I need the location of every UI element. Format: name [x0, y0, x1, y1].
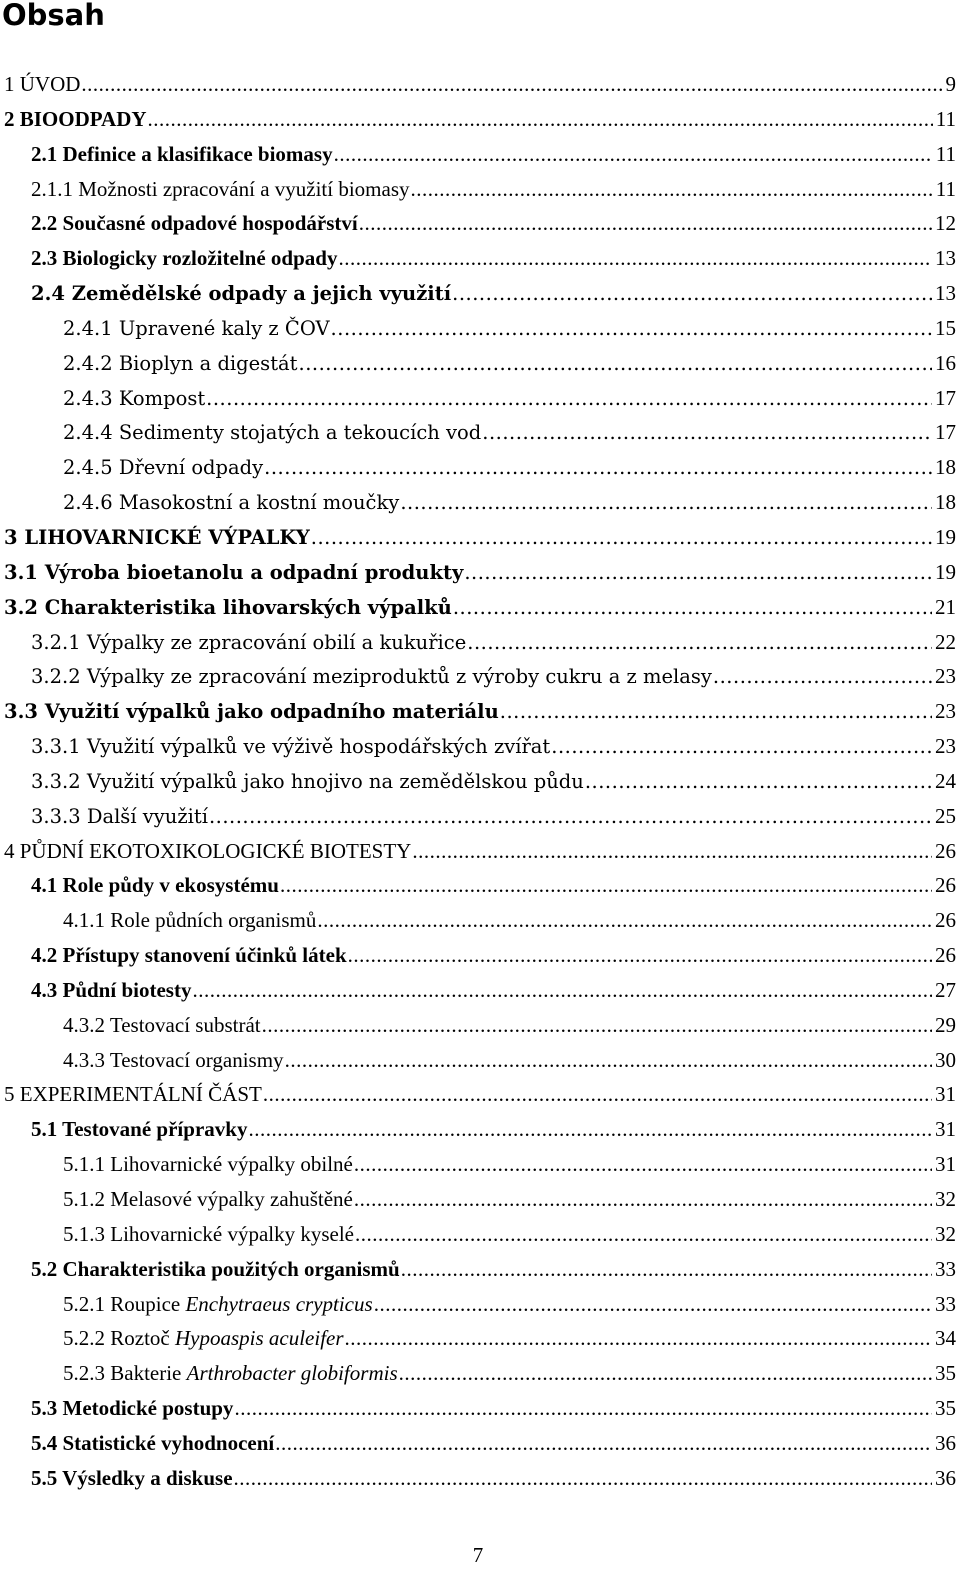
toc-entry[interactable]: [0, 142, 956, 177]
toc-dot-leader: [263, 1082, 932, 1107]
toc-entry[interactable]: [0, 943, 956, 978]
toc-entry[interactable]: [0, 1222, 956, 1257]
toc-entry-title-text: 2 BIOODPADY: [4, 106, 147, 131]
toc-entry-page: 34: [935, 1326, 956, 1351]
toc-entry-title-text: 5.1.2 Melasové výpalky zahuštěné: [63, 1187, 353, 1211]
toc-entry-page: 12: [935, 211, 956, 236]
toc-dot-leader: [467, 631, 932, 654]
toc-entry[interactable]: [0, 420, 956, 455]
toc-entry-title: [4, 596, 452, 619]
toc-entry[interactable]: [0, 1117, 956, 1152]
toc-entry-title: [31, 1117, 247, 1142]
page-number: 7: [472, 1543, 484, 1567]
toc-dot-leader: [264, 456, 932, 479]
toc-entry-title-species: Enchytraeus crypticus: [185, 1291, 373, 1316]
toc-entry[interactable]: [0, 1292, 956, 1327]
toc-dot-leader: [374, 1292, 932, 1317]
toc-dot-leader: [275, 1431, 932, 1456]
toc-dot-leader: [401, 1257, 932, 1282]
toc-entry-title-text: 4.1 Role půdy v ekosystému: [31, 873, 279, 898]
toc-dot-leader: [334, 142, 933, 167]
toc-entry[interactable]: [0, 1187, 956, 1222]
toc-entry[interactable]: [0, 908, 956, 943]
toc-dot-leader: [299, 352, 933, 375]
toc-entry[interactable]: [0, 72, 956, 107]
toc-entry-title-text: 5.4 Statistické vyhodnocení: [31, 1430, 275, 1455]
toc-entry-title-text: 5.2.1 Roupice: [63, 1291, 186, 1316]
toc-entry-title-text: 5.3 Metodické postupy: [31, 1396, 234, 1421]
toc-entry-page: 27: [935, 977, 956, 1002]
toc-entry[interactable]: [0, 1013, 956, 1048]
toc-entry[interactable]: [0, 525, 956, 560]
toc-dot-leader: [234, 1396, 932, 1421]
toc-dot-leader: [354, 1187, 932, 1212]
toc-entry-title: [63, 1048, 284, 1073]
toc-entry[interactable]: [0, 560, 956, 595]
toc-entry[interactable]: [0, 281, 956, 316]
toc-dot-leader: [354, 1152, 932, 1177]
toc-entry-page: 23: [935, 699, 956, 724]
toc-entry[interactable]: [0, 1431, 956, 1466]
toc-entry-title: [4, 526, 310, 549]
toc-entry-title-species: Hypoaspis aculeifer: [174, 1326, 344, 1351]
toc-entry[interactable]: [0, 978, 956, 1013]
toc-dot-leader: [81, 72, 942, 97]
toc-entry-page: 13: [935, 246, 956, 271]
toc-dot-leader: [399, 1361, 932, 1386]
toc-dot-leader: [317, 908, 932, 933]
toc-entry-page: 33: [935, 1291, 956, 1316]
toc-entry-title: [31, 211, 358, 236]
toc-entry-title-species: Arthrobacter globiformis: [186, 1361, 398, 1386]
toc-dot-leader: [345, 1326, 932, 1351]
toc-entry-title-text: 2.4 Zemědělské odpady a jejich využití: [31, 282, 452, 306]
toc-entry-title-text: 2.4.3 Kompost: [63, 386, 206, 410]
toc-entry-title-text: 4.1.1 Role půdních organismů: [63, 908, 317, 933]
toc-entry-title: [63, 1326, 344, 1351]
toc-entry[interactable]: [0, 351, 956, 386]
toc-entry-title-text: 5.1.1 Lihovarnické výpalky obilné: [63, 1152, 353, 1177]
toc-dot-leader: [148, 107, 933, 132]
toc-entry-page: 24: [935, 768, 956, 793]
toc-dot-leader: [234, 1466, 932, 1491]
toc-entry-title: [31, 665, 712, 688]
toc-entry[interactable]: [0, 804, 956, 839]
toc-entry-title-text: 5.1.3 Lihovarnické výpalky kyselé: [63, 1221, 355, 1246]
toc-dot-leader: [311, 526, 932, 549]
toc-entry-page: 31: [935, 1117, 956, 1142]
toc-entry-title: [31, 142, 333, 167]
toc-entry-title-text: 4.3 Půdní biotesty: [31, 977, 192, 1002]
toc-entry-title: [63, 421, 481, 444]
toc-entry-page: 35: [935, 1396, 956, 1421]
toc-entry-title: [31, 735, 550, 758]
toc-entry-title: [63, 491, 399, 514]
toc-entry[interactable]: [0, 595, 956, 630]
toc-entry-title-text: 4.2 Přístupy stanovení účinků látek: [31, 943, 347, 968]
toc-entry-title: [63, 908, 316, 933]
toc-entry-title-text: 2.4.6 Masokostní a kostní moučky: [63, 491, 400, 515]
toc-entry[interactable]: [0, 630, 956, 665]
toc-dot-leader: [400, 491, 932, 514]
toc-entry[interactable]: [0, 873, 956, 908]
toc-entry-title-text: 3.1 Výroba bioetanolu a odpadní produkty: [4, 560, 464, 584]
toc-entry-title-text: 4.3.3 Testovací organismy: [63, 1047, 284, 1072]
toc-entry-page: 9: [945, 72, 956, 96]
toc-dot-leader: [412, 839, 932, 864]
toc-entry-title: [31, 631, 466, 654]
toc-entry-title-text: 5.2 Charakteristika použitých organismů: [31, 1256, 400, 1281]
toc-dot-leader: [280, 873, 932, 898]
toc-dot-leader: [248, 1117, 932, 1142]
toc-entry[interactable]: [0, 490, 956, 525]
toc-entry-page: 31: [935, 1082, 956, 1107]
toc-entry-title: [63, 1292, 373, 1317]
toc-entry-title-text: 5.5 Výsledky a diskuse: [31, 1465, 233, 1490]
toc-entry-page: 23: [935, 734, 956, 759]
page-title: Obsah: [2, 0, 105, 32]
toc-entry-title-text: 3.3.2 Využití výpalků jako hnojivo na zemědělskou půdu: [31, 769, 584, 793]
toc-entry-title-text: 2.4.2 Bioplyn a digestát: [63, 351, 298, 375]
toc-entry-page: 18: [935, 490, 956, 515]
toc-entry[interactable]: [0, 211, 956, 246]
toc-entry-title: [63, 387, 205, 410]
toc-entry[interactable]: [0, 699, 956, 734]
toc-dot-leader: [585, 770, 932, 793]
toc-entry-page: 25: [935, 803, 956, 828]
toc-entry[interactable]: [0, 1466, 956, 1501]
toc-entry[interactable]: [0, 769, 956, 804]
toc-entry[interactable]: [0, 1048, 956, 1083]
toc-entry-page: 36: [935, 1430, 956, 1455]
toc-entry-title: [31, 1396, 233, 1421]
toc-entry[interactable]: [0, 1326, 956, 1361]
toc-entry-title-text: 3.3.1 Využití výpalků ve výživě hospodářských zvířat: [31, 735, 551, 759]
toc-entry-title: [31, 1257, 400, 1282]
toc-dot-leader: [262, 1013, 932, 1038]
toc-entry-title-text: 5.2.3 Bakterie: [63, 1361, 187, 1386]
toc-dot-leader: [464, 561, 932, 584]
toc-entry-title-text: 3.2.1 Výpalky ze zpracování obilí a kukuřice: [31, 630, 467, 654]
toc-entry-title: [63, 456, 263, 479]
toc-entry-title: [4, 839, 411, 864]
toc-entry-page: 32: [935, 1221, 956, 1246]
toc-entry[interactable]: [0, 386, 956, 421]
toc-entry-title: [4, 72, 80, 97]
toc-entry-title: [31, 978, 191, 1003]
toc-entry-page: 19: [935, 524, 956, 549]
toc-dot-leader: [452, 282, 932, 305]
toc-entry-page: 17: [935, 420, 956, 445]
toc-entry-title-text: 2.4.1 Upravené kaly z ČOV: [63, 316, 330, 340]
toc-entry[interactable]: [0, 664, 956, 699]
toc-entry-title-text: 2.4.4 Sedimenty stojatých a tekoucích vod: [63, 421, 482, 445]
toc-entry-title: [4, 700, 499, 723]
toc-entry-title: [31, 805, 208, 828]
toc-dot-leader: [285, 1048, 932, 1073]
toc-entry-title: [4, 1082, 262, 1107]
toc-entry-page: 16: [935, 350, 956, 375]
toc-dot-leader: [713, 665, 932, 688]
toc-entry-page: 32: [935, 1187, 956, 1211]
toc-dot-leader: [338, 246, 932, 271]
toc-entry[interactable]: [0, 246, 956, 281]
toc-entry-page: 29: [935, 1012, 956, 1037]
toc-entry-title: [31, 873, 279, 898]
toc-dot-leader: [348, 943, 932, 968]
toc-entry-title-text: 3 LIHOVARNICKÉ VÝPALKY: [4, 525, 310, 549]
toc-entry-title: [31, 177, 410, 202]
toc-entry-title-text: 4.3.2 Testovací substrát: [63, 1012, 261, 1037]
toc-entry-page: 26: [935, 838, 956, 863]
toc-entry-title-text: 2.1.1 Možnosti zpracování a využití biomasy: [31, 176, 410, 201]
toc-dot-leader: [551, 735, 932, 758]
toc-entry-page: 36: [935, 1465, 956, 1490]
toc-entry[interactable]: [0, 107, 956, 142]
toc-entry-title: [63, 352, 298, 375]
toc-entry-page: 26: [935, 943, 956, 968]
toc-entry-title: [4, 561, 463, 584]
toc-entry-page: 23: [935, 664, 956, 689]
toc-entry-page: 11: [935, 141, 956, 166]
toc-entry-title-text: 3.2 Charakteristika lihovarských výpalků: [4, 595, 452, 619]
toc-entry[interactable]: [0, 1152, 956, 1187]
toc-entry-title-text: 2.2 Současné odpadové hospodářství: [31, 211, 358, 236]
toc-entry-title: [63, 1152, 353, 1177]
toc-entry-page: 17: [935, 385, 956, 410]
toc-entry-page: 33: [935, 1256, 956, 1281]
toc-entry-page: 30: [935, 1047, 956, 1072]
toc-dot-leader: [482, 421, 932, 444]
toc-entry-title-text: 3.3 Využití výpalků jako odpadního materiálu: [4, 700, 499, 724]
toc-entry-title: [63, 1187, 353, 1212]
toc-entry[interactable]: [0, 1396, 956, 1431]
toc-entry[interactable]: [0, 1257, 956, 1292]
toc-dot-leader: [411, 177, 933, 202]
toc-entry[interactable]: [0, 839, 956, 874]
toc-entry-title-text: 4 PŮDNÍ EKOTOXIKOLOGICKÉ BIOTESTY: [4, 838, 412, 863]
toc-entry-title: [31, 770, 584, 793]
toc-entry-title-text: 2.1 Definice a klasifikace biomasy: [31, 141, 333, 166]
toc-entry-title-text: 2.4.5 Dřevní odpady: [63, 456, 264, 480]
toc-dot-leader: [359, 211, 932, 236]
toc-entry-page: 18: [935, 455, 956, 480]
toc-entry-title: [31, 1431, 274, 1456]
toc-dot-leader: [331, 317, 932, 340]
toc-entry-page: 35: [935, 1361, 956, 1386]
toc-entry[interactable]: [0, 1361, 956, 1396]
toc-entry-page: 26: [935, 873, 956, 898]
toc-entry-title: [31, 1466, 233, 1491]
toc-entry-page: 15: [935, 315, 956, 340]
toc-dot-leader: [453, 596, 932, 619]
toc-dot-leader: [209, 805, 932, 828]
toc-entry[interactable]: [0, 455, 956, 490]
toc-entry-title: [63, 317, 330, 340]
toc-entry-title: [4, 107, 147, 132]
toc-entry-page: 11: [935, 176, 956, 201]
toc-entry-page: 31: [935, 1152, 956, 1177]
toc-entry-page: 11: [935, 106, 956, 131]
toc-entry[interactable]: [0, 734, 956, 769]
toc-entry-title-text: 5.2.2 Roztoč: [63, 1326, 175, 1351]
toc-entry-title: [63, 1222, 354, 1247]
toc-entry-title-text: 5.1 Testované přípravky: [31, 1117, 248, 1142]
toc-dot-leader: [192, 978, 932, 1003]
toc-entry-page: 19: [935, 559, 956, 584]
toc-entry-page: 26: [935, 908, 956, 933]
toc-entry[interactable]: [0, 177, 956, 212]
toc-entry-title-text: 5 EXPERIMENTÁLNÍ ČÁST: [4, 1082, 262, 1107]
toc-entry-title-text: 1 ÚVOD: [4, 72, 81, 96]
toc-dot-leader: [206, 387, 932, 410]
toc-entry-title: [63, 1361, 398, 1386]
toc-dot-leader: [500, 700, 932, 723]
toc-entry-page: 13: [935, 281, 956, 306]
toc-entry-title: [31, 282, 451, 305]
table-of-contents: [0, 72, 956, 1501]
toc-entry-page: 21: [935, 594, 956, 619]
toc-entry-title: [63, 1013, 261, 1038]
toc-entry[interactable]: [0, 316, 956, 351]
toc-entry-title-text: 2.3 Biologicky rozložitelné odpady: [31, 246, 338, 271]
toc-entry-title: [31, 943, 347, 968]
toc-entry[interactable]: [0, 1082, 956, 1117]
toc-entry-page: 22: [935, 629, 956, 654]
toc-dot-leader: [355, 1222, 932, 1247]
toc-entry-title-text: 3.2.2 Výpalky ze zpracování meziproduktů z výroby cukru a z melasy: [31, 665, 712, 689]
toc-entry-title: [31, 246, 337, 271]
toc-entry-title-text: 3.3.3 Další využití: [31, 804, 208, 828]
